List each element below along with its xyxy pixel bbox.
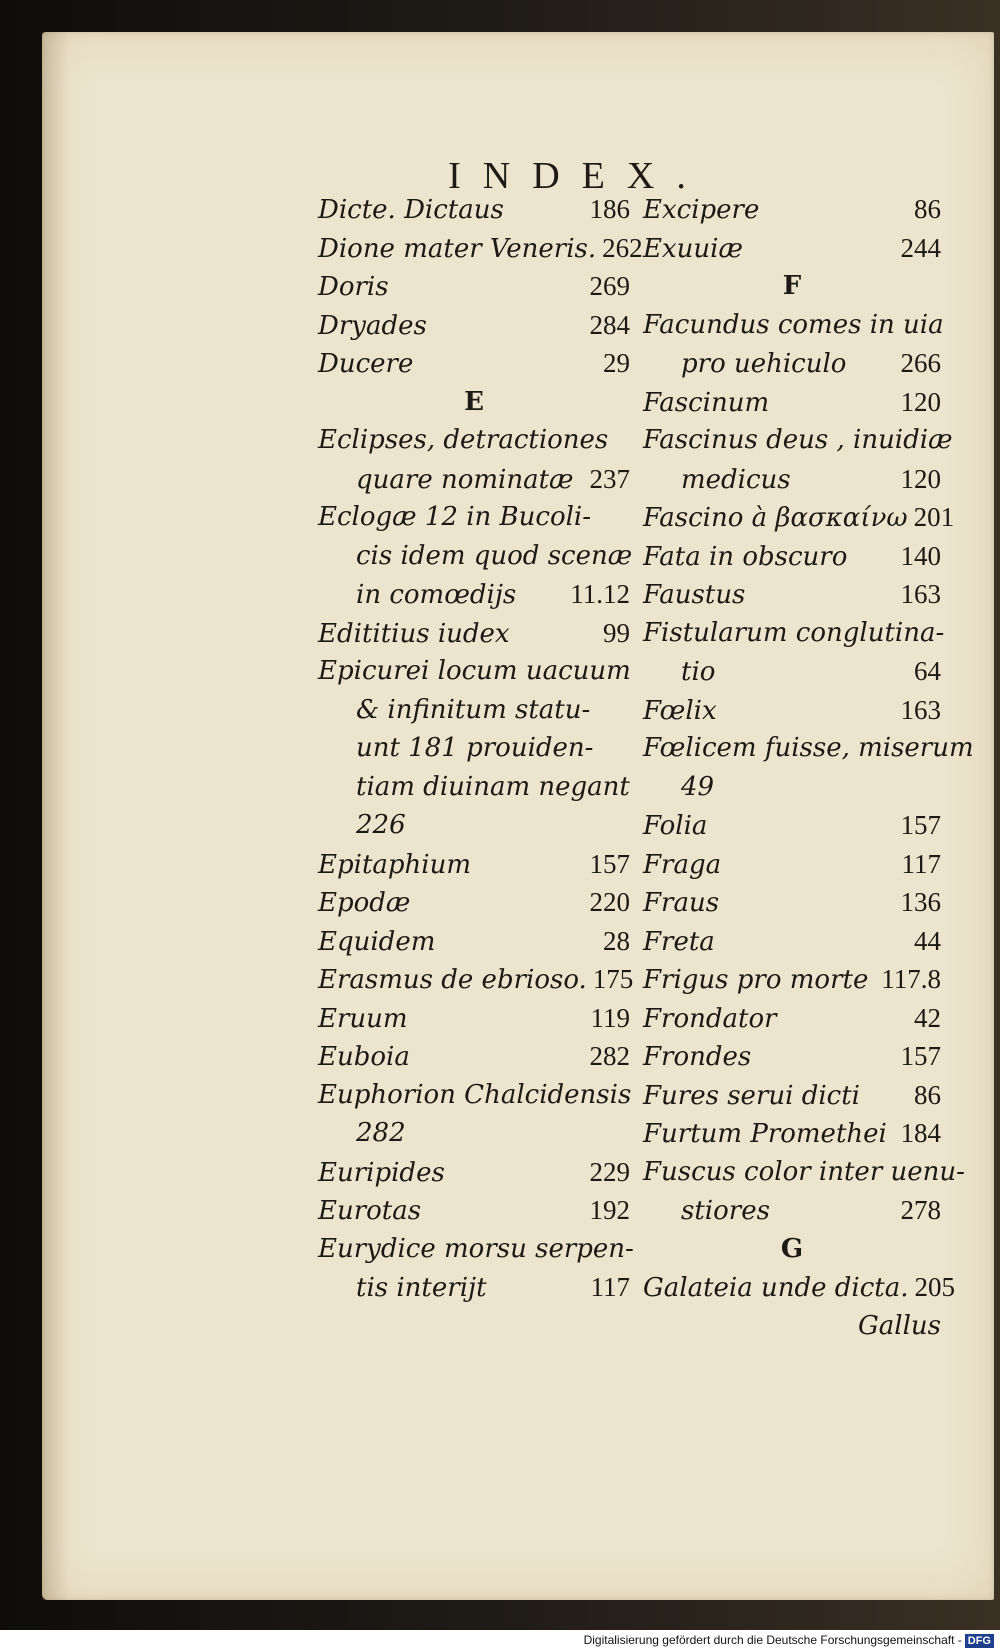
index-entry-continuation: pro uehiculo 266 <box>681 348 941 379</box>
index-entry: Facundus comes in uia <box>643 309 944 340</box>
index-entry-continuation: tio 64 <box>681 656 941 687</box>
index-entry: Eurotas 192 <box>318 1195 630 1226</box>
index-entry: Faustus 163 <box>643 579 941 610</box>
index-entry: Eurydice morsu serpen- <box>318 1233 634 1264</box>
index-entry-continuation: stiores 278 <box>681 1195 941 1226</box>
gutter-shadow <box>42 32 70 1600</box>
index-entry: Edititius iudex 99 <box>318 617 630 649</box>
section-letter: G <box>780 1233 804 1264</box>
dfg-logo: DFG <box>965 1634 994 1648</box>
catchword: Gallus <box>858 1310 941 1341</box>
index-entry: Fœlicem fuisse, miserum <box>643 733 974 763</box>
index-entry-continuation: tis interijt 117 <box>356 1272 630 1303</box>
index-entry: Frondator 42 <box>643 1002 941 1034</box>
index-entry: Furtum Promethei 184 <box>643 1118 941 1149</box>
index-entry-continuation: & infinitum statu- <box>356 694 591 725</box>
index-entry: Galateia unde dicta. 205 <box>643 1272 956 1303</box>
index-entry: Excipere 86 <box>643 194 941 225</box>
section-letter: E <box>464 386 484 417</box>
index-entry: Fœlix 163 <box>643 694 941 726</box>
index-entry: Frondes 157 <box>643 1041 941 1072</box>
index-entry-continuation: quare nominatæ 237 <box>356 463 630 495</box>
index-entry-continuation: in comœdijs 11.12 <box>356 579 630 610</box>
index-entry: Fraga 117 <box>643 848 941 880</box>
index-entry: Epitaphium 157 <box>318 848 630 880</box>
index-entry: Fata in obscuro 140 <box>643 540 941 572</box>
index-entry: Fistularum conglutina- <box>643 617 945 648</box>
index-entry-continuation: tiam diuinam negant <box>356 771 630 802</box>
index-entry-continuation: 226 <box>356 810 406 840</box>
digitization-footer <box>0 1630 1000 1651</box>
index-entry: Fraus 136 <box>643 887 941 918</box>
index-entry: Erasmus de ebrioso. 175 <box>318 964 634 995</box>
page-heading: INDEX. <box>448 155 708 197</box>
index-entry: Fuscus color inter uenu- <box>643 1156 965 1187</box>
index-entry: Ducere 29 <box>318 348 630 379</box>
index-column-left <box>318 190 643 1307</box>
index-entry: Eruum 119 <box>318 1002 630 1034</box>
index-entry: Dione mater Veneris. 262 <box>318 232 643 264</box>
index-entry: Fures serui dicti 86 <box>643 1079 941 1111</box>
index-entry: Freta 44 <box>643 925 941 957</box>
index-entry-continuation: medicus 120 <box>681 463 941 495</box>
index-entry: Exuuiæ 244 <box>643 232 941 264</box>
index-entry-continuation: unt 181 prouiden- <box>356 733 594 763</box>
index-entry: Dryades 284 <box>318 309 630 341</box>
index-entry: Fascinum 120 <box>643 386 941 418</box>
index-entry: Eclipses, detractiones <box>318 425 609 455</box>
index-entry: Folia 157 <box>643 810 941 841</box>
index-entry: Eclogæ 12 in Bucoli- <box>318 502 592 532</box>
index-entry: Dicte. Dictaus 186 <box>318 194 630 225</box>
index-entry: Doris 269 <box>318 271 630 302</box>
index-entry-continuation: cis idem quod scenæ <box>356 540 633 571</box>
index-entry: Frigus pro morte 117.8 <box>643 964 941 995</box>
index-entry: Fascinus deus , inuidiæ <box>643 425 953 455</box>
index-entry: Euboia 282 <box>318 1041 630 1072</box>
index-entry-continuation: 282 <box>356 1118 406 1148</box>
index-entry-continuation: 49 <box>681 771 715 802</box>
index-entry: Fascino à βασκαίνω 201 <box>643 502 955 533</box>
index-column-right <box>643 190 974 1345</box>
index-entry: Epicurei locum uacuum <box>318 656 631 686</box>
index-entry: Epodæ 220 <box>318 887 630 918</box>
index-entry: Euripides 229 <box>318 1156 630 1188</box>
footer-text: Digitalisierung gefördert durch die Deutsche Forschungsgemeinschaft - <box>583 1633 962 1647</box>
section-letter: F <box>782 271 802 301</box>
index-entry: Euphorion Chalcidensis <box>318 1079 632 1110</box>
index-entry: Equidem 28 <box>318 925 630 957</box>
